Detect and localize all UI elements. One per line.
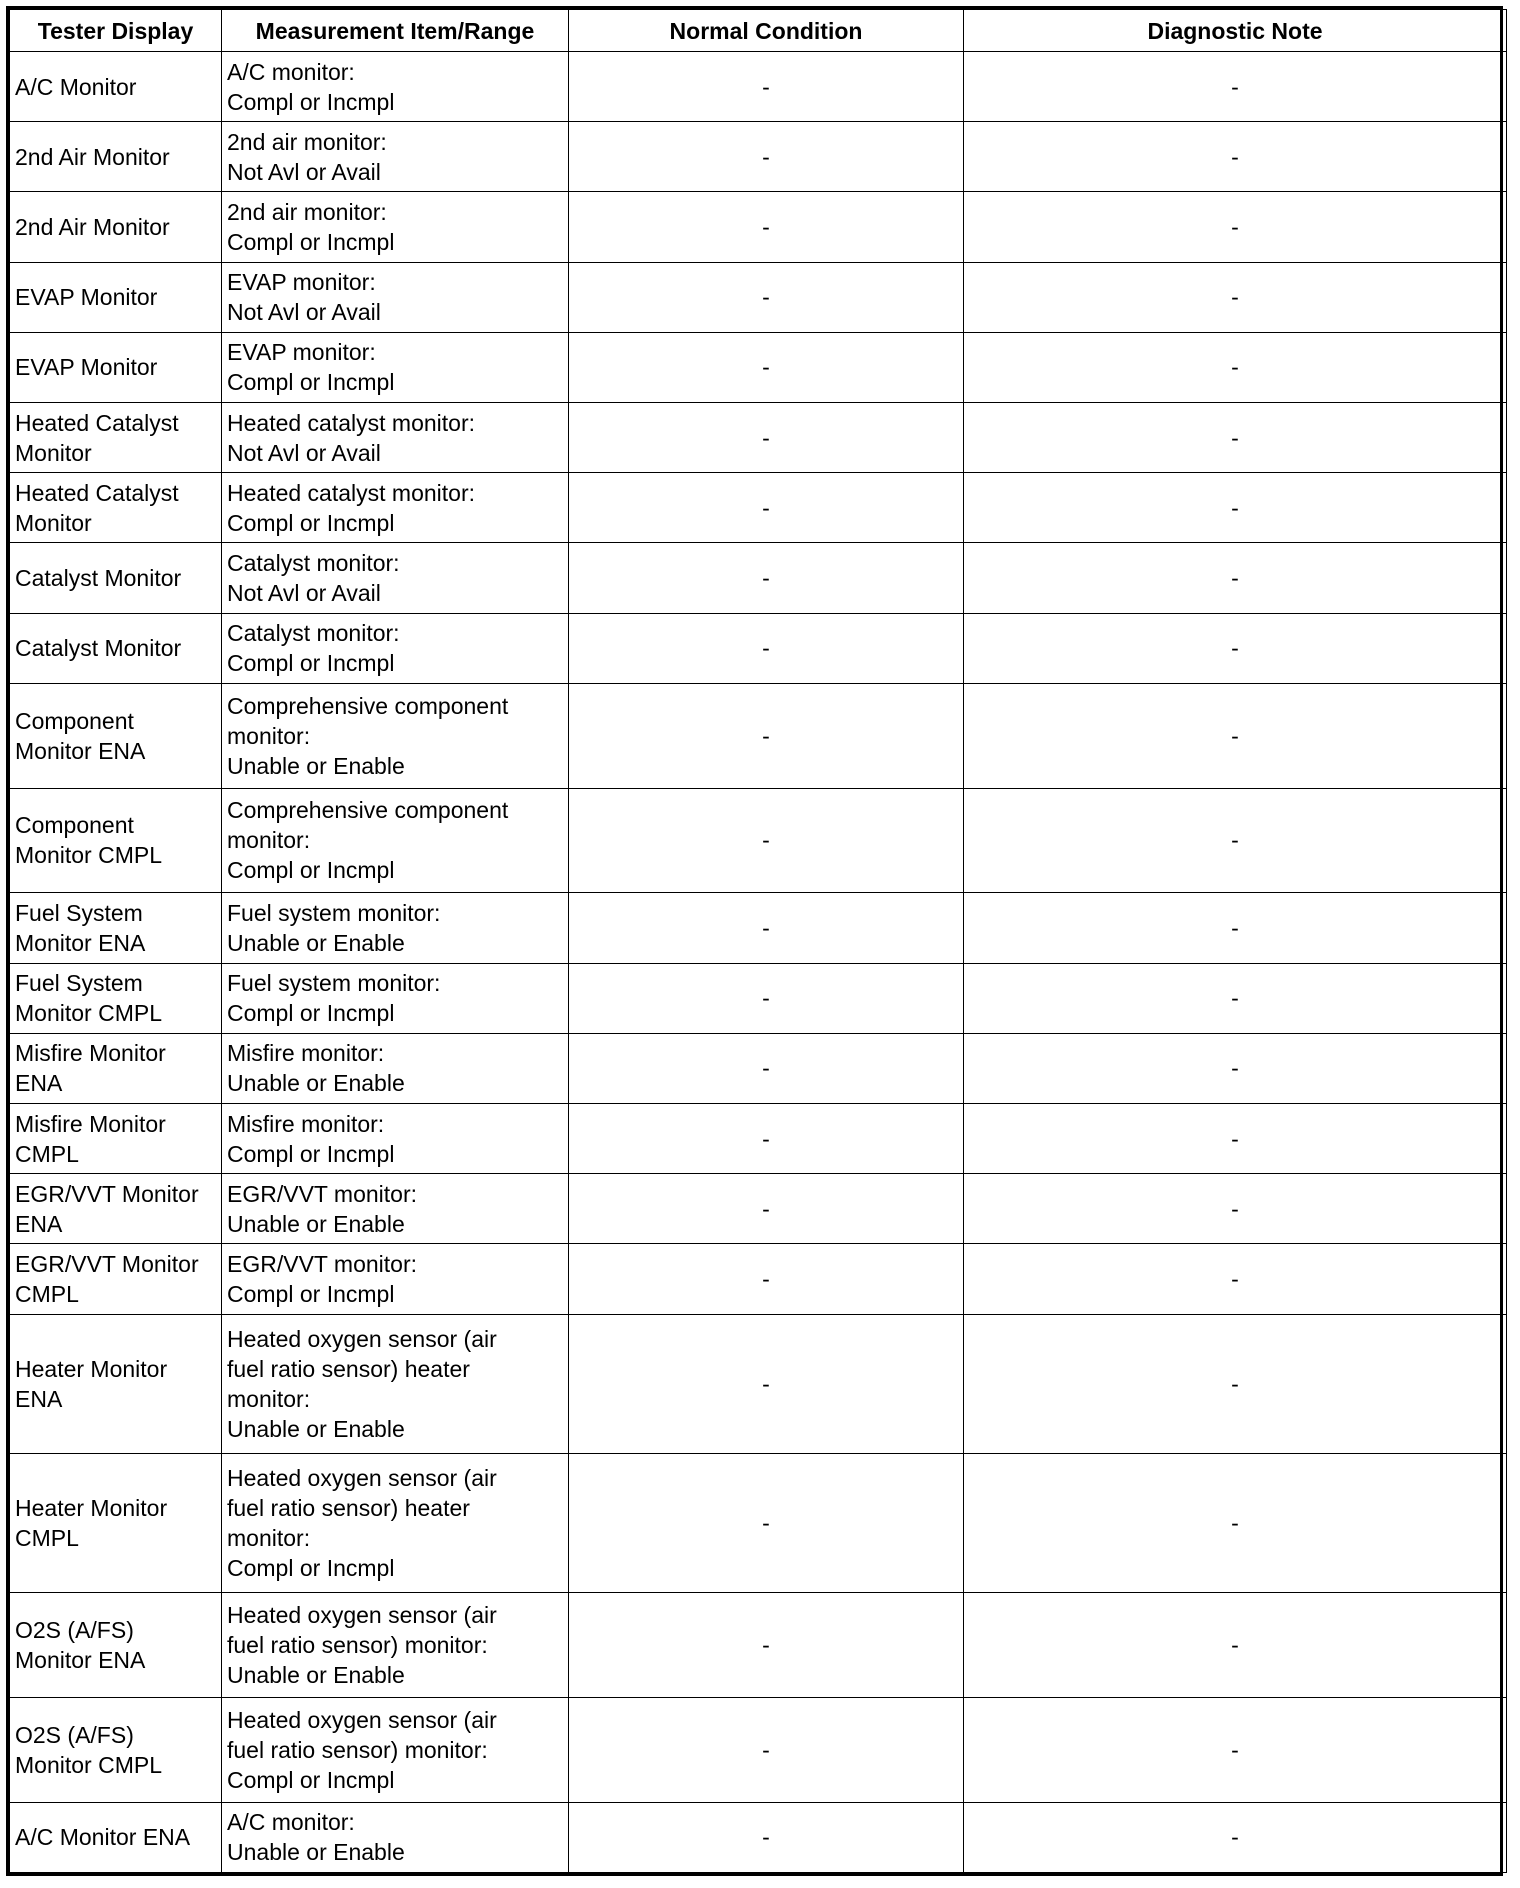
measurement-item-cell [222,1103,569,1173]
header-measurement-item: Measurement Item/Range [222,10,569,52]
tester-display-cell [10,1103,222,1173]
normal-condition-cell: - [569,473,964,543]
normal-condition-cell: - [569,262,964,332]
tester-display-line: Component [15,707,134,734]
measurement-item-cell [222,403,569,473]
measurement-item-line: fuel ratio sensor) heater [227,1355,470,1382]
measurement-item-cell [222,1453,569,1592]
measurement-item-line: Compl or Incmpl [227,1280,395,1307]
tester-display-line: ENA [15,1210,63,1237]
measurement-item-line: Heated oxygen sensor (air [227,1601,497,1628]
measurement-item-cell [222,1314,569,1453]
tester-display-line: Heated Catalyst [15,409,179,436]
diagnostic-note-cell: - [964,1033,1507,1103]
tester-display-line: EGR/VVT Monitor [15,1180,199,1207]
tester-display-line: ENA [15,1385,63,1412]
normal-condition-cell: - [569,683,964,788]
tester-display-cell [10,1593,222,1698]
measurement-item-line: Compl or Incmpl [227,1000,395,1027]
normal-condition-cell: - [569,1174,964,1244]
tester-display-line: ENA [15,1070,63,1097]
measurement-item-cell [222,1593,569,1698]
measurement-item-line: Misfire monitor: [227,1040,385,1067]
measurement-item-line: Heated catalyst monitor: [227,479,476,506]
table-row [10,403,1507,473]
normal-condition-cell: - [569,1314,964,1453]
measurement-item-line: monitor: [227,1385,311,1412]
measurement-item-line: monitor: [227,827,311,854]
diagnostic-note-cell: - [964,1174,1507,1244]
tester-display-line: Catalyst Monitor [15,565,182,592]
measurement-item-cell [222,788,569,893]
measurement-item-line: 2nd air monitor: [227,199,387,225]
header-tester-display: Tester Display [10,10,222,52]
diagnostic-note-cell: - [964,52,1507,122]
measurement-item-cell [222,1033,569,1103]
measurement-item-line: Compl or Incmpl [227,369,395,396]
tester-display-line: A/C Monitor ENA [15,1824,191,1851]
measurement-item-line: A/C monitor: [227,58,355,85]
diagnostic-note-cell: - [964,683,1507,788]
measurement-item-line: fuel ratio sensor) monitor: [227,1736,488,1763]
tester-display-line: Monitor ENA [15,1646,146,1673]
diagnostic-note-cell: - [964,403,1507,473]
normal-condition-cell: - [569,1244,964,1314]
table-row [10,1033,1507,1103]
table-row [10,613,1507,683]
diagnostic-note-cell: - [964,1453,1507,1592]
normal-condition-cell: - [569,1033,964,1103]
table-row [10,683,1507,788]
tester-display-line: CMPL [15,1524,79,1551]
measurement-item-line: Unable or Enable [227,1210,405,1237]
measurement-item-cell [222,1802,569,1872]
measurement-item-line: Catalyst monitor: [227,620,400,647]
tester-display-line: O2S (A/FS) [15,1721,134,1748]
measurement-item-line: Compl or Incmpl [227,1140,395,1167]
normal-condition-cell: - [569,963,964,1033]
header-normal-condition: Normal Condition [569,10,964,52]
measurement-item-cell [222,1697,569,1802]
measurement-item-line: Not Avl or Avail [227,158,381,185]
tester-display-line: 2nd Air Monitor [15,143,170,170]
measurement-item-line: Compl or Incmpl [227,88,395,115]
table-row [10,332,1507,402]
tester-display-cell [10,332,222,402]
measurement-item-line: Comprehensive component [227,797,509,824]
tester-display-line: O2S (A/FS) [15,1616,134,1643]
tester-display-cell [10,403,222,473]
measurement-item-line: Compl or Incmpl [227,650,395,677]
measurement-item-cell [222,893,569,963]
table-row [10,1103,1507,1173]
tester-display-cell [10,1802,222,1872]
diagnostic-note-cell: - [964,332,1507,402]
diagnostic-note-cell: - [964,1593,1507,1698]
normal-condition-cell: - [569,788,964,893]
measurement-item-line: Heated catalyst monitor: [227,409,476,436]
tester-display-cell [10,52,222,122]
measurement-item-cell [222,262,569,332]
tester-display-cell [10,963,222,1033]
table-row [10,122,1507,192]
tester-display-line: Misfire Monitor [15,1040,166,1067]
tester-display-line: Monitor ENA [15,929,146,956]
tester-display-line: Monitor CMPL [15,842,162,869]
measurement-item-cell [222,963,569,1033]
measurement-item-line: Unable or Enable [227,1415,405,1442]
normal-condition-cell: - [569,613,964,683]
table-row [10,1314,1507,1453]
tester-display-line: Monitor [15,439,92,466]
normal-condition-cell: - [569,1697,964,1802]
normal-condition-cell: - [569,1103,964,1173]
measurement-item-cell [222,52,569,122]
diagnostic-note-cell: - [964,1802,1507,1872]
measurement-item-line: Compl or Incmpl [227,1554,395,1581]
tester-display-line: CMPL [15,1140,79,1167]
tester-display-line: Monitor [15,509,92,536]
monitor-status-table [9,9,1507,1873]
table-row [10,192,1507,262]
measurement-item-cell [222,332,569,402]
measurement-item-line: fuel ratio sensor) monitor: [227,1631,488,1658]
tester-display-cell [10,1314,222,1453]
table-row [10,52,1507,122]
measurement-item-line: Catalyst monitor: [227,550,400,577]
normal-condition-cell: - [569,1453,964,1592]
tester-display-cell [10,788,222,893]
tester-display-line: Heater Monitor [15,1355,168,1382]
table-row [10,262,1507,332]
measurement-item-line: Unable or Enable [227,1839,405,1866]
normal-condition-cell: - [569,403,964,473]
tester-display-cell [10,1697,222,1802]
measurement-item-line: Misfire monitor: [227,1110,385,1137]
measurement-item-line: Compl or Incmpl [227,509,395,536]
diagnostic-note-cell: - [964,1697,1507,1802]
measurement-item-line: monitor: [227,1524,311,1551]
tester-display-line: CMPL [15,1280,79,1307]
measurement-item-line: EVAP monitor: [227,269,376,296]
diagnostic-note-cell: - [964,473,1507,543]
tester-display-cell [10,1174,222,1244]
normal-condition-cell: - [569,122,964,192]
normal-condition-cell: - [569,192,964,262]
table-row [10,1697,1507,1802]
table-row [10,473,1507,543]
tester-display-line: Catalyst Monitor [15,635,182,662]
measurement-item-line: 2nd air monitor: [227,128,387,155]
diagnostic-note-cell: - [964,122,1507,192]
tester-display-cell [10,473,222,543]
diagnostic-note-cell: - [964,1314,1507,1453]
measurement-item-line: Not Avl or Avail [227,439,381,466]
measurement-item-cell [222,192,569,262]
measurement-item-line: Compl or Incmpl [227,857,395,884]
measurement-item-cell [222,543,569,613]
measurement-item-cell [222,1174,569,1244]
tester-display-cell [10,543,222,613]
diagnostic-note-cell: - [964,613,1507,683]
measurement-item-line: Compl or Incmpl [227,229,395,255]
measurement-item-line: Heated oxygen sensor (air [227,1464,497,1491]
tester-display-cell [10,192,222,262]
tester-display-line: Component [15,812,134,839]
tester-display-line: Heater Monitor [15,1494,168,1521]
table-row [10,1453,1507,1592]
measurement-item-line: Unable or Enable [227,1070,405,1097]
table-row [10,1802,1507,1872]
normal-condition-cell: - [569,52,964,122]
normal-condition-cell: - [569,1802,964,1872]
tester-display-line: EVAP Monitor [15,354,158,381]
tester-display-line: EVAP Monitor [15,284,158,311]
measurement-item-line: EGR/VVT monitor: [227,1180,418,1207]
table-row [10,1174,1507,1244]
header-row [10,10,1507,52]
tester-display-cell [10,122,222,192]
measurement-item-cell [222,122,569,192]
diagnostic-note-cell: - [964,1103,1507,1173]
tester-display-line: Misfire Monitor [15,1110,166,1137]
diagnostic-note-cell: - [964,192,1507,262]
table-row [10,1244,1507,1314]
tester-display-cell [10,613,222,683]
measurement-item-line: Comprehensive component [227,692,509,719]
diagnostic-note-cell: - [964,788,1507,893]
monitor-status-table-frame [6,6,1503,1876]
diagnostic-note-cell: - [964,963,1507,1033]
measurement-item-line: Fuel system monitor: [227,899,441,926]
measurement-item-line: Unable or Enable [227,752,405,779]
measurement-item-line: Heated oxygen sensor (air [227,1325,497,1352]
tester-display-cell [10,262,222,332]
tester-display-line: Fuel System [15,899,143,926]
tester-display-line: Heated Catalyst [15,479,179,506]
table-row [10,543,1507,613]
tester-display-cell [10,1244,222,1314]
measurement-item-line: Not Avl or Avail [227,580,381,607]
measurement-item-cell [222,1244,569,1314]
tester-display-cell [10,1453,222,1592]
normal-condition-cell: - [569,543,964,613]
measurement-item-line: Heated oxygen sensor (air [227,1706,497,1733]
normal-condition-cell: - [569,332,964,402]
tester-display-line: Fuel System [15,970,143,997]
measurement-item-line: EGR/VVT monitor: [227,1250,418,1277]
measurement-item-cell [222,683,569,788]
table-row [10,893,1507,963]
tester-display-cell [10,1033,222,1103]
tester-display-line: Monitor CMPL [15,1000,162,1027]
tester-display-cell [10,893,222,963]
table-row [10,963,1507,1033]
measurement-item-line: Fuel system monitor: [227,970,441,997]
normal-condition-cell: - [569,893,964,963]
table-row [10,788,1507,893]
diagnostic-note-cell: - [964,893,1507,963]
diagnostic-note-cell: - [964,262,1507,332]
measurement-item-line: A/C monitor: [227,1809,355,1836]
header-diagnostic-note: Diagnostic Note [964,10,1507,52]
normal-condition-cell: - [569,1593,964,1698]
measurement-item-cell [222,613,569,683]
tester-display-line: EGR/VVT Monitor [15,1250,199,1277]
tester-display-cell [10,683,222,788]
tester-display-line: Monitor ENA [15,737,146,764]
measurement-item-line: Compl or Incmpl [227,1766,395,1793]
measurement-item-line: fuel ratio sensor) heater [227,1494,470,1521]
measurement-item-line: Unable or Enable [227,929,405,956]
measurement-item-line: monitor: [227,722,311,749]
tester-display-line: 2nd Air Monitor [15,214,170,240]
diagnostic-note-cell: - [964,1244,1507,1314]
measurement-item-line: Not Avl or Avail [227,299,381,326]
measurement-item-line: EVAP monitor: [227,339,376,366]
table-row [10,1593,1507,1698]
measurement-item-cell [222,473,569,543]
tester-display-line: A/C Monitor [15,73,137,100]
measurement-item-line: Unable or Enable [227,1661,405,1688]
tester-display-line: Monitor CMPL [15,1751,162,1778]
diagnostic-note-cell: - [964,543,1507,613]
